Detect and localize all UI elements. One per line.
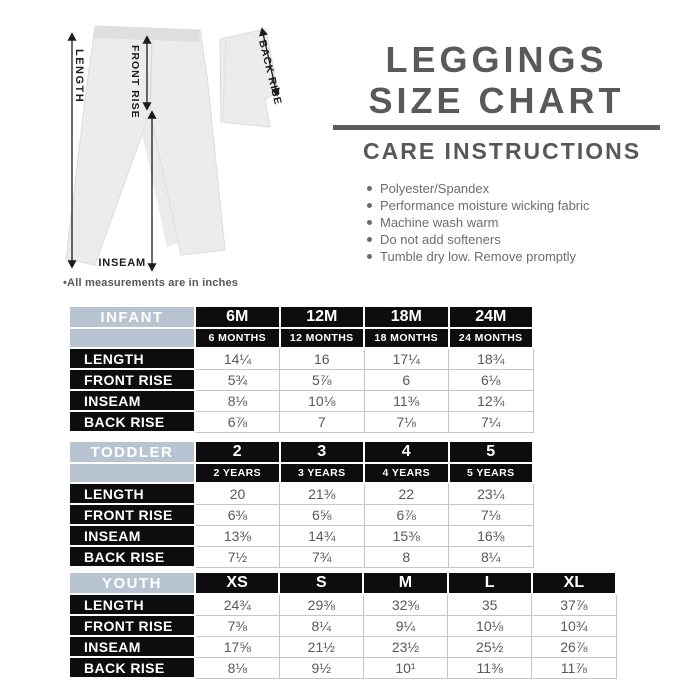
measurement-value: 7⅛	[364, 411, 449, 432]
row-header: LENGTH	[69, 483, 195, 504]
table-row	[69, 483, 533, 504]
inseam-label: INSEAM	[98, 257, 146, 269]
measurement-value: 12¾	[449, 390, 534, 411]
measurement-value: 21½	[279, 636, 363, 657]
care-instructions-list	[367, 180, 660, 265]
measurement-value: 8¼	[279, 615, 363, 636]
measurement-value: 7¾	[280, 546, 365, 567]
measurement-value: 7½	[195, 546, 280, 567]
measurements-footnote: •All measurements are in inches	[63, 277, 239, 289]
measurement-value: 9¼	[363, 615, 447, 636]
table-row	[69, 504, 533, 525]
measurement-value: 11⅞	[532, 657, 616, 678]
care-item-text: Tumble dry low. Remove promptly	[380, 249, 577, 264]
bullet-icon	[367, 186, 372, 191]
table-group-label-infant: INFANT	[69, 306, 195, 328]
column-header: 12M	[280, 306, 365, 328]
table-row	[69, 369, 533, 390]
column-header: M	[363, 572, 447, 594]
measurement-value: 6⅜	[195, 504, 280, 525]
measurement-value: 22	[364, 483, 449, 504]
measurement-value: 9½	[279, 657, 363, 678]
size-tables	[68, 305, 668, 685]
column-header: 6M	[195, 306, 280, 328]
measurement-value: 37⅞	[532, 594, 616, 615]
table-row	[69, 411, 533, 432]
column-subheader: 3 YEARS	[280, 463, 365, 483]
column-header: XL	[532, 572, 616, 594]
page-title-line1: LEGGINGS	[385, 39, 608, 80]
column-subheader: 2 YEARS	[195, 463, 280, 483]
care-item-text: Machine wash warm	[380, 215, 499, 230]
measurement-value: 35	[448, 594, 532, 615]
care-item-text: Do not add softeners	[380, 232, 501, 247]
measurement-value: 20	[195, 483, 280, 504]
bullet-icon	[367, 220, 372, 225]
column-subheader: 18 MONTHS	[364, 328, 449, 348]
measurement-value: 25½	[448, 636, 532, 657]
table-group-label-toddler: TODDLER	[69, 441, 195, 463]
column-header: 2	[195, 441, 280, 463]
care-item-text: Polyester/Spandex	[380, 181, 490, 196]
column-subheader: 4 YEARS	[364, 463, 449, 483]
size-table-youth	[68, 571, 617, 679]
table-row	[69, 390, 533, 411]
back-rise-label: BACK RISE	[256, 38, 284, 107]
care-item-text: Performance moisture wicking fabric	[380, 198, 590, 213]
measurement-value: 11⅜	[448, 657, 532, 678]
measurement-value: 10⅛	[448, 615, 532, 636]
row-header: INSEAM	[69, 390, 195, 411]
table-group-spacer	[69, 463, 195, 483]
measurement-value: 17⅝	[195, 636, 279, 657]
column-header: 4	[364, 441, 449, 463]
measurement-value: 16⅜	[449, 525, 534, 546]
row-header: FRONT RISE	[69, 615, 195, 636]
care-item	[367, 231, 660, 248]
measurement-value: 23¼	[449, 483, 534, 504]
size-table-infant	[68, 305, 534, 433]
front-rise-label: FRONT RISE	[129, 45, 141, 119]
length-label: LENGTH	[73, 49, 85, 104]
table-row	[69, 525, 533, 546]
measurement-value: 6⅞	[364, 504, 449, 525]
row-header: BACK RISE	[69, 657, 195, 678]
measurement-value: 5⅞	[280, 369, 365, 390]
measurement-value: 18¾	[449, 348, 534, 369]
column-header: 18M	[364, 306, 449, 328]
column-subheader: 6 MONTHS	[195, 328, 280, 348]
measurement-value: 11⅜	[364, 390, 449, 411]
measurement-value: 23½	[363, 636, 447, 657]
bullet-icon	[367, 237, 372, 242]
measurement-value: 14¾	[280, 525, 365, 546]
measurement-value: 10¹	[363, 657, 447, 678]
care-item	[367, 180, 660, 197]
row-header: FRONT RISE	[69, 369, 195, 390]
measurement-value: 7¼	[449, 411, 534, 432]
table-row	[69, 546, 533, 567]
measurement-value: 24¾	[195, 594, 279, 615]
care-instructions-heading: CARE INSTRUCTIONS	[363, 138, 642, 164]
measurement-value: 21⅜	[280, 483, 365, 504]
measurement-value: 14¼	[195, 348, 280, 369]
measurement-value: 7⅛	[449, 504, 534, 525]
column-subheader: 24 MONTHS	[449, 328, 534, 348]
measurement-value: 13⅜	[195, 525, 280, 546]
row-header: FRONT RISE	[69, 504, 195, 525]
measurement-value: 10¾	[532, 615, 616, 636]
measurement-value: 8	[364, 546, 449, 567]
measurement-value: 8⅛	[195, 390, 280, 411]
row-header: BACK RISE	[69, 411, 195, 432]
table-group-spacer	[69, 328, 195, 348]
measurement-value: 15⅜	[364, 525, 449, 546]
measurement-value: 7	[280, 411, 365, 432]
column-header: XS	[195, 572, 279, 594]
bullet-icon	[367, 203, 372, 208]
table-row	[69, 615, 616, 636]
measurement-value: 29⅜	[279, 594, 363, 615]
row-header: LENGTH	[69, 594, 195, 615]
garment-diagram	[50, 3, 295, 293]
measurement-value: 8¼	[449, 546, 534, 567]
measurement-value: 5¾	[195, 369, 280, 390]
column-header: 5	[449, 441, 534, 463]
table-row	[69, 657, 616, 678]
bullet-icon	[367, 254, 372, 259]
measurement-value: 17¼	[364, 348, 449, 369]
row-header: INSEAM	[69, 636, 195, 657]
measurement-value: 16	[280, 348, 365, 369]
measurement-value: 10⅛	[280, 390, 365, 411]
row-header: BACK RISE	[69, 546, 195, 567]
column-subheader: 12 MONTHS	[280, 328, 365, 348]
row-header: LENGTH	[69, 348, 195, 369]
leggings-front-image	[66, 26, 225, 265]
column-header: L	[448, 572, 532, 594]
header-panel	[333, 39, 660, 265]
size-table-toddler	[68, 440, 534, 568]
measurement-value: 6⅞	[195, 411, 280, 432]
measurement-value: 6	[364, 369, 449, 390]
measurement-value: 6⅛	[449, 369, 534, 390]
measurement-value: 8⅛	[195, 657, 279, 678]
table-group-label-youth: YOUTH	[69, 572, 195, 594]
column-header: 3	[280, 441, 365, 463]
row-header: INSEAM	[69, 525, 195, 546]
column-subheader: 5 YEARS	[449, 463, 534, 483]
title-divider	[333, 125, 660, 130]
care-item	[367, 248, 660, 265]
table-row	[69, 348, 533, 369]
care-item	[367, 197, 660, 214]
column-header: S	[279, 572, 363, 594]
table-row	[69, 594, 616, 615]
care-item	[367, 214, 660, 231]
column-header: 24M	[449, 306, 534, 328]
measurement-value: 32⅜	[363, 594, 447, 615]
measurement-value: 7⅜	[195, 615, 279, 636]
measurement-value: 26⅞	[532, 636, 616, 657]
table-row	[69, 636, 616, 657]
measurement-value: 6⅝	[280, 504, 365, 525]
page-title-line2: SIZE CHART	[368, 80, 625, 121]
